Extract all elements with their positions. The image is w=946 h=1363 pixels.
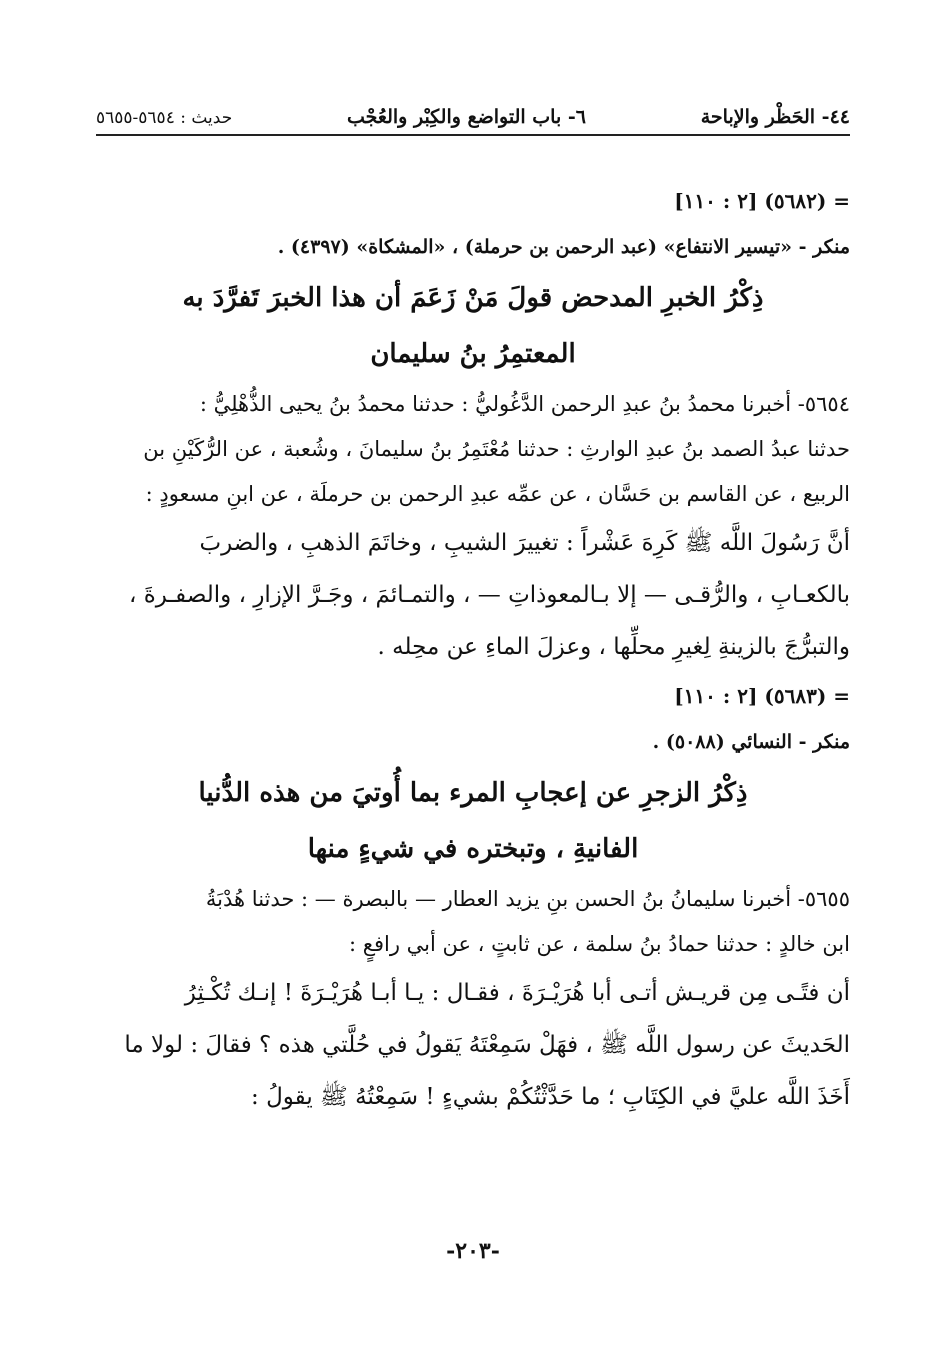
page-header: [96, 88, 850, 136]
grading-line: منكر - «تيسير الانتفاع» (عبد الرحمن بن حرملة) ، «المشكاة» (٤٣٩٧) .: [277, 236, 850, 258]
hadith-range: حديث : ٥٦٥٤-٥٦٥٥: [96, 108, 233, 128]
isnad-line: ابن خالدٍ : حدثنا حمادُ بنُ سلمة ، عن ثابتٍ ، عن أبي رافعٍ :: [349, 932, 850, 956]
isnad-line: الربيع ، عن القاسم بن حَسَّان ، عن عمِّه عبدِ الرحمن بن حرملَة ، عن ابنِ مسعودٍ :: [145, 482, 850, 506]
reference-line: = (٥٦٨٢) [٢ : ١١٠]: [674, 189, 850, 213]
matn-line: أنَّ رَسُولَ اللَّه ﷺ كَرِهَ عَشْراً : تغييرَ الشيبِ ، وخاتَمَ الذهبِ ، والضربَ: [199, 530, 850, 556]
isnad-line: حدثنا عبدُ الصمد بنُ عبدِ الوارثِ : حدثنا مُعْتَمِرُ بنُ سليمانَ ، وشُعبة ، عن الرُّكَيْنِ بن: [143, 437, 850, 461]
section-heading: المعتمِرُ بنُ سليمان: [370, 339, 576, 369]
matn-line: الحَديثَ عن رسول اللَّه ﷺ ، فهَلْ سَمِعْتَهُ يَقولُ في حُلَّتي هذه ؟ فقالَ : لولا ما: [124, 1032, 850, 1058]
matn-line: بالكعـابِ ، والرُّقـى — إلا بـالمعوذاتِ — ، والتمـائمَ ، وجَـرَّ الإزارِ ، والصفـرةَ ،: [128, 582, 850, 608]
reference-line: = (٥٦٨٣) [٢ : ١١٠]: [674, 684, 850, 708]
grading-line: منكر - النسائي (٥٠٨٨) .: [652, 731, 850, 753]
section-heading: الفانيةِ ، وتبختره في شيءٍ منها: [307, 834, 639, 864]
matn-line: والتبرُّجَ بالزينةِ لِغيرِ محلِّها ، وعزلَ الماءِ عن محِله .: [377, 634, 850, 660]
section-heading: ذِكْرُ الزجرِ عن إعجابِ المرء بما أُوتيَ من هذه الدُّنيا: [198, 778, 748, 808]
section-heading: ذِكْرُ الخبرِ المدحض قولَ مَنْ زَعَمَ أن هذا الخبرَ تَفرَّدَ به: [182, 283, 764, 313]
book-section-title: ٤٤- الحَظْر والإباحة: [700, 106, 850, 128]
matn-line: أن فتًـى مِن قريـش أتـى أبا هُرَيْـرَةَ ، فقـال : يـا أبـا هُرَيْـرَةَ ! إنـك تُكْـثِرُ: [184, 980, 850, 1006]
isnad-line: ٥٦٥٥- أخبرنا سليمانُ بنُ الحسن بنِ يزيد العطار — بالبصرة — : حدثنا هُدْبَةُ: [205, 887, 850, 911]
page-number: -٢٠٣-: [446, 1238, 500, 1264]
isnad-line: ٥٦٥٤- أخبرنا محمدُ بنُ عبدِ الرحمن الدَّغُوليُّ : حدثنا محمدُ بنُ يحيى الذُّهْلِيُّ :: [199, 392, 850, 416]
matn-line: أَخَذَ اللَّه عليَّ في الكِتَابِ ؛ ما حَدَّثْتُكُمْ بشيءٍ ! سَمِعْتُهُ ﷺ يقولُ :: [251, 1084, 850, 1110]
chapter-title: ٦- باب التواضع والكِبْر والعُجْب: [347, 106, 586, 128]
page-body: [96, 178, 850, 1123]
